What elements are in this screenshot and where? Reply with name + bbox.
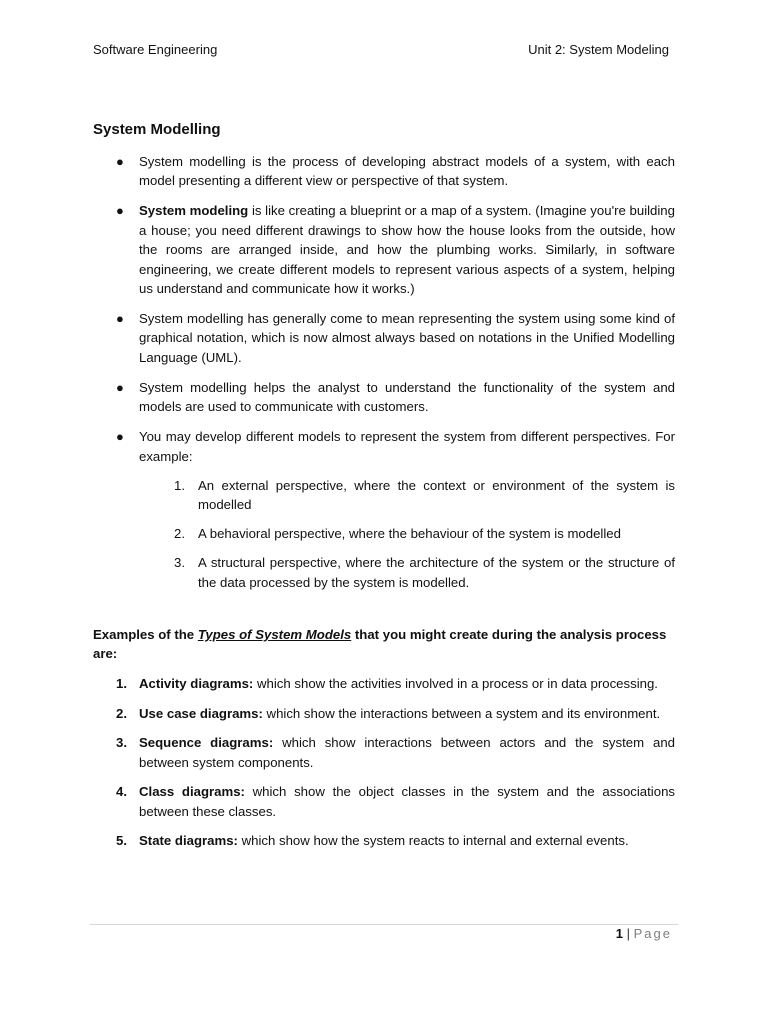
model-type-item bbox=[93, 831, 675, 850]
bullet-icon: ● bbox=[116, 429, 124, 445]
page-footer bbox=[616, 926, 672, 942]
model-type-item bbox=[93, 674, 675, 693]
perspective-number: 3. bbox=[174, 555, 185, 571]
bullet-text: You may develop different models to represent the system from different perspectives. For example: bbox=[139, 429, 675, 464]
perspective-item bbox=[139, 476, 675, 515]
bullet-bold-term: System modeling bbox=[139, 203, 249, 219]
model-type-number: 1. bbox=[116, 676, 127, 691]
bullet-text: System modelling has generally come to mean representing the system using some kind of graphical notation, which is now almost always based on notations in the Unified Modelling Language (UML). bbox=[139, 311, 675, 365]
bullet-icon: ● bbox=[116, 154, 124, 169]
bullet-icon: ● bbox=[116, 203, 124, 219]
perspective-text: An external perspective, where the context or environment of the system is modelled bbox=[198, 478, 675, 513]
header-course-title: Software Engineering bbox=[93, 42, 218, 57]
model-type-term: State diagrams: bbox=[139, 833, 238, 849]
bullet-item bbox=[93, 309, 675, 367]
perspectives-list bbox=[139, 476, 675, 592]
bullet-icon: ● bbox=[116, 311, 124, 327]
header-unit-title: Unit 2: System Modeling bbox=[528, 42, 669, 57]
bullet-text: System modelling helps the analyst to understand the functionality of the system and models are used to communicate with customers. bbox=[139, 379, 675, 415]
model-type-item bbox=[93, 733, 675, 772]
footer-divider bbox=[90, 924, 678, 925]
model-type-number: 4. bbox=[116, 784, 127, 800]
model-type-text: which show interactions between actors and the system and between system components. bbox=[139, 735, 675, 770]
bullet-item bbox=[93, 378, 675, 417]
model-type-number: 5. bbox=[116, 833, 127, 849]
examples-heading-suffix: that you might create during the analysis process are: bbox=[93, 627, 667, 662]
model-type-number: 2. bbox=[116, 705, 127, 721]
bullet-list bbox=[93, 152, 675, 603]
bullet-text: is like creating a blueprint or a map of a system. (Imagine you're building a house; you need different drawings to show how the house looks from the outside, how the rooms are arranged inside, and how the plumbing works. Similarly, in software engineering, we create different models to represent various aspects of a system, helping us understand and communicate how it works.) bbox=[139, 203, 675, 297]
perspective-number: 1. bbox=[174, 478, 185, 494]
footer-separator: | bbox=[626, 926, 630, 941]
examples-heading bbox=[93, 625, 675, 664]
section-title: System Modelling bbox=[93, 121, 221, 138]
perspective-item bbox=[139, 553, 675, 592]
perspective-number: 2. bbox=[174, 526, 185, 542]
examples-heading-prefix: Examples of the bbox=[93, 627, 198, 642]
model-type-text: which show how the system reacts to internal and external events. bbox=[237, 833, 629, 849]
bullet-item bbox=[93, 427, 675, 592]
model-type-term: Sequence diagrams: bbox=[139, 735, 274, 751]
page-number: 1 bbox=[615, 926, 623, 941]
perspective-item bbox=[139, 524, 675, 543]
bullet-text: System modelling is the process of developing abstract models of a system, with each model presenting a different view or perspective of that system. bbox=[139, 154, 675, 189]
perspective-text: A behavioral perspective, where the behaviour of the system is modelled bbox=[198, 526, 621, 542]
bullet-item bbox=[93, 152, 675, 191]
model-type-text: which show the activities involved in a process or in data processing. bbox=[253, 676, 658, 691]
perspective-text: A structural perspective, where the architecture of the system or the structure of the data processed by the system is modelled. bbox=[198, 555, 675, 590]
model-type-item bbox=[93, 704, 675, 723]
model-type-text: which show the object classes in the system and the associations between these classes. bbox=[139, 784, 675, 819]
model-type-number: 3. bbox=[116, 735, 127, 751]
model-type-term: Use case diagrams: bbox=[139, 705, 263, 721]
page-label: Page bbox=[633, 926, 672, 941]
model-types-list bbox=[93, 674, 675, 861]
model-type-text: which show the interactions between a system and its environment. bbox=[262, 705, 661, 721]
types-of-system-models-link[interactable]: Types of System Models bbox=[197, 627, 352, 642]
model-type-term: Activity diagrams: bbox=[139, 676, 254, 691]
model-type-item bbox=[93, 782, 675, 821]
bullet-icon: ● bbox=[116, 379, 124, 395]
bullet-item bbox=[93, 201, 675, 298]
model-type-term: Class diagrams: bbox=[139, 784, 245, 800]
